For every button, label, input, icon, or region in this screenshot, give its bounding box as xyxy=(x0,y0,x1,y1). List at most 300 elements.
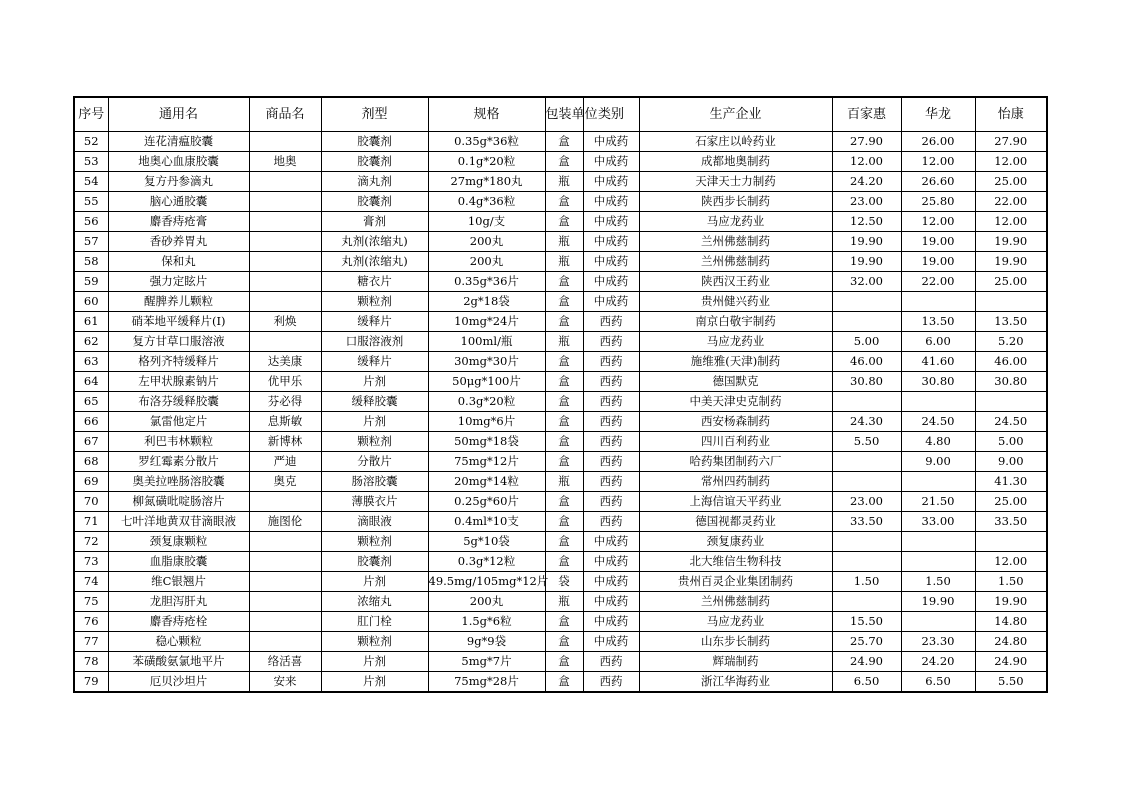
cell-dosage-form: 胶囊剂 xyxy=(321,552,428,572)
cell-manufacturer: 上海信谊天平药业 xyxy=(639,492,832,512)
cell-manufacturer: 德国默克 xyxy=(639,372,832,392)
cell-package-unit: 盒 xyxy=(545,392,583,412)
cell-manufacturer: 施维雅(天津)制药 xyxy=(639,352,832,372)
cell-spec: 9g*9袋 xyxy=(428,632,545,652)
cell-dosage-form: 胶囊剂 xyxy=(321,152,428,172)
cell-price-baijiahui: 25.70 xyxy=(832,632,901,652)
cell-price-baijiahui: 23.00 xyxy=(832,492,901,512)
cell-generic-name: 柳氮磺吡啶肠溶片 xyxy=(108,492,249,512)
table-row xyxy=(74,432,1047,452)
cell-generic-name: 苯磺酸氨氯地平片 xyxy=(108,652,249,672)
cell-price-baijiahui: 5.00 xyxy=(832,332,901,352)
cell-price-hualong xyxy=(901,532,975,552)
cell-manufacturer: 兰州佛慈制药 xyxy=(639,232,832,252)
cell-seq: 77 xyxy=(74,632,108,652)
table-row xyxy=(74,492,1047,512)
cell-package-unit: 盒 xyxy=(545,132,583,152)
cell-seq: 72 xyxy=(74,532,108,552)
cell-price-hualong: 21.50 xyxy=(901,492,975,512)
cell-brand-name: 奥克 xyxy=(249,472,321,492)
cell-category: 中成药 xyxy=(583,552,639,572)
cell-price-baijiahui xyxy=(832,552,901,572)
cell-price-yikang: 25.00 xyxy=(975,172,1047,192)
cell-price-baijiahui: 15.50 xyxy=(832,612,901,632)
header-spec: 规格 xyxy=(428,97,545,132)
cell-manufacturer: 马应龙药业 xyxy=(639,612,832,632)
cell-seq: 67 xyxy=(74,432,108,452)
cell-price-yikang xyxy=(975,292,1047,312)
cell-package-unit: 瓶 xyxy=(545,232,583,252)
cell-dosage-form: 缓释胶囊 xyxy=(321,392,428,412)
cell-package-unit: 瓶 xyxy=(545,252,583,272)
cell-category: 中成药 xyxy=(583,572,639,592)
cell-price-yikang: 12.00 xyxy=(975,212,1047,232)
cell-generic-name: 麝香痔疮栓 xyxy=(108,612,249,632)
cell-spec: 27mg*180丸 xyxy=(428,172,545,192)
cell-price-hualong: 23.30 xyxy=(901,632,975,652)
cell-price-yikang: 27.90 xyxy=(975,132,1047,152)
cell-generic-name: 保和丸 xyxy=(108,252,249,272)
cell-spec: 20mg*14粒 xyxy=(428,472,545,492)
cell-category: 西药 xyxy=(583,432,639,452)
cell-manufacturer: 马应龙药业 xyxy=(639,332,832,352)
cell-price-yikang: 41.30 xyxy=(975,472,1047,492)
cell-manufacturer: 辉瑞制药 xyxy=(639,652,832,672)
table-row xyxy=(74,412,1047,432)
cell-dosage-form: 颗粒剂 xyxy=(321,432,428,452)
cell-brand-name: 优甲乐 xyxy=(249,372,321,392)
cell-seq: 58 xyxy=(74,252,108,272)
cell-price-baijiahui xyxy=(832,532,901,552)
cell-brand-name xyxy=(249,492,321,512)
cell-dosage-form: 肠溶胶囊 xyxy=(321,472,428,492)
header-dosage-form: 剂型 xyxy=(321,97,428,132)
cell-category: 中成药 xyxy=(583,632,639,652)
cell-generic-name: 地奥心血康胶囊 xyxy=(108,152,249,172)
cell-package-unit: 盒 xyxy=(545,632,583,652)
cell-brand-name xyxy=(249,592,321,612)
cell-category: 西药 xyxy=(583,412,639,432)
cell-dosage-form: 浓缩丸 xyxy=(321,592,428,612)
cell-spec: 49.5mg/105mg*12片 xyxy=(428,572,545,592)
table-row xyxy=(74,312,1047,332)
cell-category: 西药 xyxy=(583,312,639,332)
cell-generic-name: 颈复康颗粒 xyxy=(108,532,249,552)
cell-manufacturer: 马应龙药业 xyxy=(639,212,832,232)
cell-brand-name: 新博林 xyxy=(249,432,321,452)
cell-brand-name xyxy=(249,272,321,292)
cell-dosage-form: 胶囊剂 xyxy=(321,132,428,152)
cell-brand-name xyxy=(249,292,321,312)
cell-manufacturer: 北大维信生物科技 xyxy=(639,552,832,572)
cell-category: 中成药 xyxy=(583,292,639,312)
cell-brand-name: 地奥 xyxy=(249,152,321,172)
cell-price-yikang xyxy=(975,532,1047,552)
cell-brand-name: 芬必得 xyxy=(249,392,321,412)
cell-price-baijiahui: 19.90 xyxy=(832,232,901,252)
cell-price-hualong: 1.50 xyxy=(901,572,975,592)
cell-manufacturer: 西安杨森制药 xyxy=(639,412,832,432)
cell-price-hualong: 12.00 xyxy=(901,152,975,172)
cell-price-baijiahui: 24.90 xyxy=(832,652,901,672)
cell-package-unit: 盒 xyxy=(545,432,583,452)
cell-category: 中成药 xyxy=(583,612,639,632)
cell-package-unit: 盒 xyxy=(545,292,583,312)
table-row xyxy=(74,352,1047,372)
cell-seq: 62 xyxy=(74,332,108,352)
cell-category: 中成药 xyxy=(583,212,639,232)
cell-brand-name: 络活喜 xyxy=(249,652,321,672)
cell-dosage-form: 片剂 xyxy=(321,672,428,693)
cell-brand-name xyxy=(249,632,321,652)
cell-price-yikang: 19.90 xyxy=(975,252,1047,272)
table-row xyxy=(74,672,1047,693)
cell-package-unit: 盒 xyxy=(545,412,583,432)
cell-price-hualong: 4.80 xyxy=(901,432,975,452)
cell-spec: 200丸 xyxy=(428,232,545,252)
table-row xyxy=(74,212,1047,232)
cell-spec: 0.4ml*10支 xyxy=(428,512,545,532)
cell-price-hualong: 24.20 xyxy=(901,652,975,672)
cell-category: 西药 xyxy=(583,512,639,532)
cell-generic-name: 复方甘草口服溶液 xyxy=(108,332,249,352)
table-row xyxy=(74,572,1047,592)
cell-category: 西药 xyxy=(583,472,639,492)
cell-dosage-form: 肛门栓 xyxy=(321,612,428,632)
cell-price-hualong: 6.00 xyxy=(901,332,975,352)
header-package-unit: 包装单位 xyxy=(545,97,583,132)
cell-spec: 10mg*6片 xyxy=(428,412,545,432)
cell-manufacturer: 陕西步长制药 xyxy=(639,192,832,212)
cell-category: 西药 xyxy=(583,372,639,392)
cell-generic-name: 脑心通胶囊 xyxy=(108,192,249,212)
cell-seq: 66 xyxy=(74,412,108,432)
cell-spec: 30mg*30片 xyxy=(428,352,545,372)
cell-dosage-form: 缓释片 xyxy=(321,312,428,332)
cell-generic-name: 硝苯地平缓释片(Ⅰ) xyxy=(108,312,249,332)
cell-spec: 10g/支 xyxy=(428,212,545,232)
table-header-row xyxy=(74,97,1047,132)
header-price-hualong: 华龙 xyxy=(901,97,975,132)
table-row xyxy=(74,652,1047,672)
cell-seq: 68 xyxy=(74,452,108,472)
cell-category: 西药 xyxy=(583,672,639,693)
table-row xyxy=(74,332,1047,352)
cell-seq: 78 xyxy=(74,652,108,672)
cell-manufacturer: 贵州健兴药业 xyxy=(639,292,832,312)
table-row xyxy=(74,452,1047,472)
cell-seq: 56 xyxy=(74,212,108,232)
table-row xyxy=(74,372,1047,392)
cell-price-hualong: 41.60 xyxy=(901,352,975,372)
cell-manufacturer: 山东步长制药 xyxy=(639,632,832,652)
table-body xyxy=(74,132,1047,693)
cell-brand-name xyxy=(249,192,321,212)
cell-manufacturer: 陕西汉王药业 xyxy=(639,272,832,292)
table-row xyxy=(74,392,1047,412)
cell-price-yikang: 5.00 xyxy=(975,432,1047,452)
cell-manufacturer: 成都地奥制药 xyxy=(639,152,832,172)
cell-package-unit: 瓶 xyxy=(545,332,583,352)
cell-manufacturer: 石家庄以岭药业 xyxy=(639,132,832,152)
cell-generic-name: 左甲状腺素钠片 xyxy=(108,372,249,392)
cell-price-baijiahui: 46.00 xyxy=(832,352,901,372)
header-brand-name: 商品名 xyxy=(249,97,321,132)
cell-price-yikang: 19.90 xyxy=(975,232,1047,252)
cell-brand-name xyxy=(249,132,321,152)
cell-spec: 1.5g*6粒 xyxy=(428,612,545,632)
cell-generic-name: 罗红霉素分散片 xyxy=(108,452,249,472)
cell-spec: 200丸 xyxy=(428,252,545,272)
cell-price-yikang: 33.50 xyxy=(975,512,1047,532)
cell-seq: 54 xyxy=(74,172,108,192)
cell-generic-name: 复方丹参滴丸 xyxy=(108,172,249,192)
cell-generic-name: 龙胆泻肝丸 xyxy=(108,592,249,612)
cell-seq: 75 xyxy=(74,592,108,612)
cell-manufacturer: 南京白敬宇制药 xyxy=(639,312,832,332)
cell-package-unit: 盒 xyxy=(545,152,583,172)
cell-price-hualong: 9.00 xyxy=(901,452,975,472)
cell-price-hualong: 12.00 xyxy=(901,212,975,232)
cell-spec: 0.4g*36粒 xyxy=(428,192,545,212)
cell-price-hualong: 24.50 xyxy=(901,412,975,432)
cell-price-baijiahui xyxy=(832,392,901,412)
cell-category: 中成药 xyxy=(583,592,639,612)
cell-price-baijiahui: 5.50 xyxy=(832,432,901,452)
cell-spec: 75mg*12片 xyxy=(428,452,545,472)
cell-brand-name: 利焕 xyxy=(249,312,321,332)
table-row xyxy=(74,192,1047,212)
cell-price-yikang: 24.80 xyxy=(975,632,1047,652)
cell-manufacturer: 兰州佛慈制药 xyxy=(639,252,832,272)
cell-generic-name: 醒脾养儿颗粒 xyxy=(108,292,249,312)
cell-dosage-form: 膏剂 xyxy=(321,212,428,232)
cell-price-baijiahui xyxy=(832,592,901,612)
cell-seq: 71 xyxy=(74,512,108,532)
cell-category: 中成药 xyxy=(583,272,639,292)
header-category: 类别 xyxy=(583,97,639,132)
cell-price-yikang: 12.00 xyxy=(975,552,1047,572)
cell-price-baijiahui xyxy=(832,472,901,492)
cell-dosage-form: 薄膜衣片 xyxy=(321,492,428,512)
cell-brand-name: 安来 xyxy=(249,672,321,693)
cell-spec: 0.25g*60片 xyxy=(428,492,545,512)
cell-price-yikang: 1.50 xyxy=(975,572,1047,592)
table-row xyxy=(74,532,1047,552)
cell-seq: 64 xyxy=(74,372,108,392)
cell-price-baijiahui: 24.30 xyxy=(832,412,901,432)
cell-spec: 75mg*28片 xyxy=(428,672,545,693)
cell-package-unit: 盒 xyxy=(545,312,583,332)
drug-price-table xyxy=(73,96,1048,693)
cell-price-hualong: 6.50 xyxy=(901,672,975,693)
cell-price-baijiahui: 32.00 xyxy=(832,272,901,292)
cell-dosage-form: 丸剂(浓缩丸) xyxy=(321,232,428,252)
cell-price-baijiahui: 24.20 xyxy=(832,172,901,192)
cell-spec: 0.35g*36粒 xyxy=(428,132,545,152)
header-price-baijiahui: 百家惠 xyxy=(832,97,901,132)
cell-spec: 100ml/瓶 xyxy=(428,332,545,352)
cell-brand-name xyxy=(249,532,321,552)
cell-generic-name: 布洛芬缓释胶囊 xyxy=(108,392,249,412)
cell-category: 中成药 xyxy=(583,192,639,212)
cell-price-hualong: 33.00 xyxy=(901,512,975,532)
cell-price-hualong: 30.80 xyxy=(901,372,975,392)
cell-price-baijiahui xyxy=(832,312,901,332)
cell-dosage-form: 丸剂(浓缩丸) xyxy=(321,252,428,272)
cell-dosage-form: 胶囊剂 xyxy=(321,192,428,212)
cell-package-unit: 盒 xyxy=(545,672,583,693)
cell-manufacturer: 四川百利药业 xyxy=(639,432,832,452)
cell-generic-name: 强力定眩片 xyxy=(108,272,249,292)
cell-generic-name: 香砂养胃丸 xyxy=(108,232,249,252)
cell-package-unit: 盒 xyxy=(545,492,583,512)
cell-dosage-form: 颗粒剂 xyxy=(321,532,428,552)
table-row xyxy=(74,272,1047,292)
header-generic-name: 通用名 xyxy=(108,97,249,132)
cell-dosage-form: 颗粒剂 xyxy=(321,632,428,652)
cell-brand-name xyxy=(249,172,321,192)
cell-package-unit: 瓶 xyxy=(545,472,583,492)
cell-manufacturer: 常州四药制药 xyxy=(639,472,832,492)
table-row xyxy=(74,632,1047,652)
cell-price-yikang: 5.50 xyxy=(975,672,1047,693)
header-seq: 序号 xyxy=(74,97,108,132)
cell-dosage-form: 片剂 xyxy=(321,372,428,392)
cell-price-baijiahui: 1.50 xyxy=(832,572,901,592)
cell-seq: 55 xyxy=(74,192,108,212)
cell-price-hualong xyxy=(901,552,975,572)
cell-seq: 61 xyxy=(74,312,108,332)
cell-generic-name: 维C银翘片 xyxy=(108,572,249,592)
cell-manufacturer: 兰州佛慈制药 xyxy=(639,592,832,612)
cell-price-baijiahui: 12.50 xyxy=(832,212,901,232)
cell-dosage-form: 糖衣片 xyxy=(321,272,428,292)
cell-spec: 5mg*7片 xyxy=(428,652,545,672)
cell-price-yikang: 24.90 xyxy=(975,652,1047,672)
cell-spec: 5g*10袋 xyxy=(428,532,545,552)
cell-price-hualong: 22.00 xyxy=(901,272,975,292)
cell-seq: 57 xyxy=(74,232,108,252)
cell-spec: 0.1g*20粒 xyxy=(428,152,545,172)
cell-spec: 0.3g*20粒 xyxy=(428,392,545,412)
table-row xyxy=(74,132,1047,152)
cell-price-hualong: 19.90 xyxy=(901,592,975,612)
cell-price-baijiahui: 19.90 xyxy=(832,252,901,272)
cell-category: 西药 xyxy=(583,332,639,352)
cell-price-baijiahui: 12.00 xyxy=(832,152,901,172)
cell-seq: 73 xyxy=(74,552,108,572)
cell-dosage-form: 缓释片 xyxy=(321,352,428,372)
table-row xyxy=(74,612,1047,632)
table-row xyxy=(74,592,1047,612)
cell-price-hualong: 19.00 xyxy=(901,252,975,272)
cell-brand-name xyxy=(249,332,321,352)
cell-price-baijiahui xyxy=(832,452,901,472)
cell-price-hualong: 25.80 xyxy=(901,192,975,212)
cell-dosage-form: 片剂 xyxy=(321,412,428,432)
cell-category: 中成药 xyxy=(583,152,639,172)
cell-price-baijiahui: 27.90 xyxy=(832,132,901,152)
cell-price-yikang: 24.50 xyxy=(975,412,1047,432)
cell-price-baijiahui: 6.50 xyxy=(832,672,901,693)
cell-generic-name: 厄贝沙坦片 xyxy=(108,672,249,693)
cell-brand-name xyxy=(249,232,321,252)
cell-package-unit: 袋 xyxy=(545,572,583,592)
cell-manufacturer: 哈药集团制药六厂 xyxy=(639,452,832,472)
cell-price-yikang: 46.00 xyxy=(975,352,1047,372)
cell-price-baijiahui: 33.50 xyxy=(832,512,901,532)
cell-package-unit: 盒 xyxy=(545,652,583,672)
cell-price-baijiahui: 30.80 xyxy=(832,372,901,392)
cell-price-hualong: 26.60 xyxy=(901,172,975,192)
cell-price-yikang xyxy=(975,392,1047,412)
table-row xyxy=(74,512,1047,532)
cell-spec: 200丸 xyxy=(428,592,545,612)
cell-price-hualong xyxy=(901,472,975,492)
cell-category: 西药 xyxy=(583,392,639,412)
cell-category: 西药 xyxy=(583,492,639,512)
cell-price-yikang: 14.80 xyxy=(975,612,1047,632)
table-row xyxy=(74,172,1047,192)
cell-category: 西药 xyxy=(583,352,639,372)
cell-category: 中成药 xyxy=(583,532,639,552)
cell-category: 中成药 xyxy=(583,132,639,152)
cell-price-yikang: 5.20 xyxy=(975,332,1047,352)
table-row xyxy=(74,252,1047,272)
cell-category: 中成药 xyxy=(583,252,639,272)
cell-price-hualong xyxy=(901,392,975,412)
cell-manufacturer: 颈复康药业 xyxy=(639,532,832,552)
cell-package-unit: 盒 xyxy=(545,192,583,212)
cell-seq: 63 xyxy=(74,352,108,372)
cell-generic-name: 氯雷他定片 xyxy=(108,412,249,432)
cell-package-unit: 瓶 xyxy=(545,592,583,612)
cell-spec: 10mg*24片 xyxy=(428,312,545,332)
cell-price-yikang: 30.80 xyxy=(975,372,1047,392)
cell-package-unit: 盒 xyxy=(545,212,583,232)
cell-brand-name xyxy=(249,572,321,592)
cell-brand-name xyxy=(249,552,321,572)
cell-generic-name: 利巴韦林颗粒 xyxy=(108,432,249,452)
table-row xyxy=(74,232,1047,252)
cell-seq: 76 xyxy=(74,612,108,632)
header-manufacturer: 生产企业 xyxy=(639,97,832,132)
cell-dosage-form: 口服溶液剂 xyxy=(321,332,428,352)
cell-package-unit: 盒 xyxy=(545,552,583,572)
cell-price-yikang: 25.00 xyxy=(975,492,1047,512)
cell-category: 西药 xyxy=(583,452,639,472)
cell-generic-name: 格列齐特缓释片 xyxy=(108,352,249,372)
table-row xyxy=(74,152,1047,172)
cell-seq: 70 xyxy=(74,492,108,512)
cell-price-hualong xyxy=(901,612,975,632)
table-row xyxy=(74,552,1047,572)
cell-seq: 69 xyxy=(74,472,108,492)
cell-price-hualong: 26.00 xyxy=(901,132,975,152)
cell-manufacturer: 天津天士力制药 xyxy=(639,172,832,192)
cell-price-yikang: 12.00 xyxy=(975,152,1047,172)
cell-dosage-form: 分散片 xyxy=(321,452,428,472)
cell-price-yikang: 9.00 xyxy=(975,452,1047,472)
cell-price-hualong: 19.00 xyxy=(901,232,975,252)
cell-category: 中成药 xyxy=(583,232,639,252)
cell-package-unit: 盒 xyxy=(545,372,583,392)
cell-package-unit: 盒 xyxy=(545,612,583,632)
cell-package-unit: 盒 xyxy=(545,272,583,292)
cell-seq: 52 xyxy=(74,132,108,152)
cell-price-yikang: 13.50 xyxy=(975,312,1047,332)
